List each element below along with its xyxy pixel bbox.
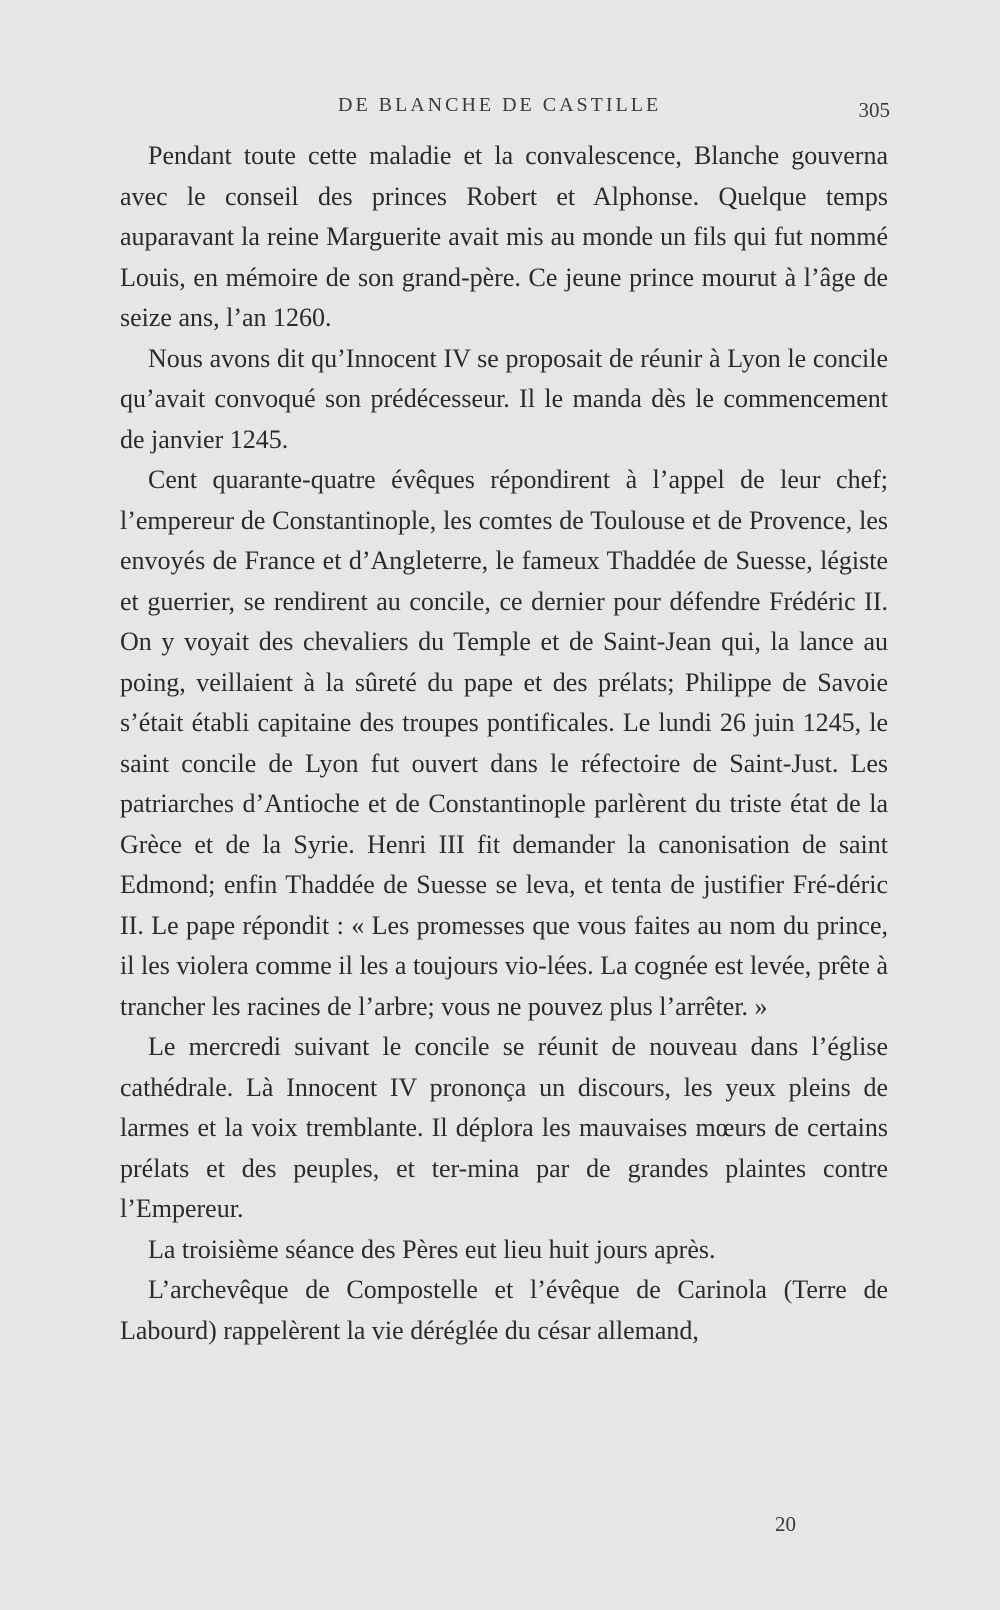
page-number: 305 [858, 98, 890, 122]
signature-mark: 20 [775, 1512, 796, 1536]
paragraph: Pendant toute cette maladie et la convalescence, Blanche gouverna avec le conseil des princes Robert et Alphonse. Quelque temps auparavant la reine Marguerite avait mis au monde un fils qui fut nommé Louis, en mémoire de son grand-père. Ce jeune prince mourut à l’âge de seize ans, l’an 1260. [120, 141, 888, 332]
running-head [120, 94, 890, 124]
paragraph: L’archevêque de Compostelle et l’évêque de Carinola (Terre de Labourd) rappelèrent la vie déréglée du césar allemand, [120, 1275, 888, 1345]
running-title: DE BLANCHE DE CASTILLE [338, 94, 662, 116]
paragraph: Cent quarante-quatre évêques répondirent à l’appel de leur chef; l’empereur de Constantinople, les comtes de Toulouse et de Provence, les envoyés de France et d’Angleterre, le fameux Thaddée de Suesse, légiste et guerrier, se rendirent au concile, ce dernier pour défendre Frédéric II. On y voyait des chevaliers du Temple et de Saint-Jean qui, la lance au poing, veillaient à la sûreté du pape et des prélats; Philippe de Savoie s’était établi capitaine des troupes pontificales. Le lundi 26 juin 1245, le saint concile de Lyon fut ouvert dans le réfectoire de Saint-Just. Les patriarches d’Antioche et de Constantinople parlèrent du triste état de la Grèce et de la Syrie. Henri III fit demander la canonisation de saint Edmond; enfin Thaddée de Suesse se leva, et tenta de justifier Fré-déric II. Le pape répondit : « Les promesses que vous faites au nom du prince, il les violera comme il les a toujours vio-lées. La cognée est levée, prête à trancher les racines de l’arbre; vous ne pouvez plus l’arrêter. » [120, 465, 888, 1021]
paragraph: Le mercredi suivant le concile se réunit de nouveau dans l’église cathédrale. Là Innocent IV prononça un discours, les yeux pleins de larmes et la voix tremblante. Il déplora les mauvaises mœurs de certains prélats et des peuples, et ter-mina par de grandes plaintes contre l’Empereur. [120, 1032, 888, 1223]
paragraph: La troisième séance des Pères eut lieu huit jours après. [148, 1234, 716, 1264]
paragraph: Nous avons dit qu’Innocent IV se proposait de réunir à Lyon le concile qu’avait convoqué son prédécesseur. Il le manda dès le commencement de janvier 1245. [120, 343, 888, 454]
body-text [120, 136, 888, 1351]
